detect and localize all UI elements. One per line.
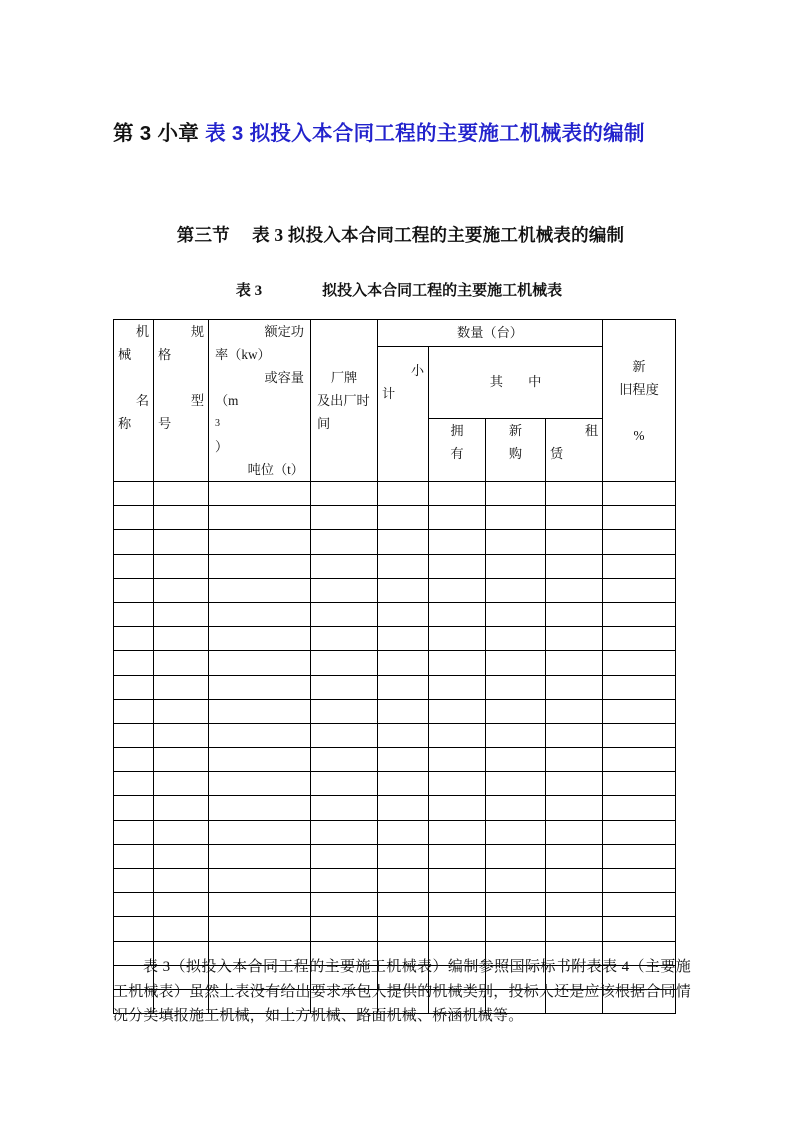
table-cell-r11-c2[interactable]: [209, 748, 311, 772]
table-cell-r7-c5[interactable]: [429, 651, 486, 675]
spec-model-char-3: 号: [158, 416, 172, 431]
table-cell-r16-c2[interactable]: [209, 869, 311, 893]
table-cell-r18-c8[interactable]: [603, 917, 676, 941]
table-cell-r10-c2[interactable]: [209, 723, 311, 747]
table-cell-r11-c1[interactable]: [154, 748, 209, 772]
table-cell-r17-c1[interactable]: [154, 893, 209, 917]
table-cell-r18-c2[interactable]: [209, 917, 311, 941]
table-cell-r18-c6[interactable]: [486, 917, 546, 941]
qty-new-purchase-char-0: 新: [508, 423, 523, 438]
table-row[interactable]: [114, 699, 676, 723]
rated-power-line-1: 率（kw）: [215, 347, 271, 362]
spec-model-char-1: 格: [158, 347, 172, 362]
table-cell-r14-c1[interactable]: [154, 820, 209, 844]
table-row[interactable]: [114, 602, 676, 626]
table-cell-r4-c7[interactable]: [546, 578, 603, 602]
table-cell-r12-c0[interactable]: [114, 772, 154, 796]
group-header-quantity: 数量（台）: [378, 320, 603, 347]
table-cell-r14-c6[interactable]: [486, 820, 546, 844]
machinery-table-body: [114, 482, 676, 1014]
table-cell-r3-c0[interactable]: [114, 554, 154, 578]
table-cell-r2-c0[interactable]: [114, 530, 154, 554]
table-cell-r4-c4[interactable]: [378, 578, 429, 602]
table-cell-r2-c5[interactable]: [429, 530, 486, 554]
table-cell-r10-c7[interactable]: [546, 723, 603, 747]
table-cell-r3-c1[interactable]: [154, 554, 209, 578]
table-cell-r8-c0[interactable]: [114, 675, 154, 699]
machinery-table: [113, 319, 676, 1014]
table-cell-r5-c6[interactable]: [486, 602, 546, 626]
table-cell-r0-c8[interactable]: [603, 482, 676, 506]
table-cell-r2-c7[interactable]: [546, 530, 603, 554]
table-cell-r16-c5[interactable]: [429, 869, 486, 893]
table-cell-r10-c8[interactable]: [603, 723, 676, 747]
table-cell-r1-c6[interactable]: [486, 506, 546, 530]
table-cell-r11-c3[interactable]: [311, 748, 378, 772]
table-cell-r0-c1[interactable]: [154, 482, 209, 506]
table-cell-r2-c4[interactable]: [378, 530, 429, 554]
table-cell-r13-c2[interactable]: [209, 796, 311, 820]
chapter-title: 表 3 拟投入本合同工程的主要施工机械表的编制: [199, 122, 645, 145]
table-cell-r14-c3[interactable]: [311, 820, 378, 844]
table-cell-r8-c7[interactable]: [546, 675, 603, 699]
col-header-brand-date: [311, 320, 378, 482]
table-cell-r0-c6[interactable]: [486, 482, 546, 506]
table-cell-r18-c1[interactable]: [154, 917, 209, 941]
table-cell-r12-c3[interactable]: [311, 772, 378, 796]
note-paragraph: 表 3（拟投入本合同工程的主要施工机械表）编制参照国际标书附表表 4（主要施工机械表）虽然上表没有给出要求承包人提供的机械类别，投标人还是应该根据合同情况分类填报施工机械，如土方机械、路面机械、桥涵机械等。: [113, 959, 691, 1024]
table-cell-r17-c7[interactable]: [546, 893, 603, 917]
table-row[interactable]: [114, 869, 676, 893]
table-cell-r3-c8[interactable]: [603, 554, 676, 578]
table-cell-r2-c8[interactable]: [603, 530, 676, 554]
table-cell-r10-c0[interactable]: [114, 723, 154, 747]
table-cell-r1-c0[interactable]: [114, 506, 154, 530]
table-cell-r9-c1[interactable]: [154, 699, 209, 723]
table-row[interactable]: [114, 651, 676, 675]
col-header-qty-subtotal: [378, 347, 429, 482]
table-cell-r7-c4[interactable]: [378, 651, 429, 675]
table-cell-r18-c5[interactable]: [429, 917, 486, 941]
table-cell-r18-c4[interactable]: [378, 917, 429, 941]
table-cell-r1-c2[interactable]: [209, 506, 311, 530]
table-row[interactable]: [114, 530, 676, 554]
table-cell-r13-c7[interactable]: [546, 796, 603, 820]
table-cell-r6-c1[interactable]: [154, 627, 209, 651]
table-cell-r17-c0[interactable]: [114, 893, 154, 917]
table-cell-r17-c6[interactable]: [486, 893, 546, 917]
table-cell-r7-c6[interactable]: [486, 651, 546, 675]
page-title: [113, 112, 683, 156]
table-cell-r2-c3[interactable]: [311, 530, 378, 554]
table-cell-r11-c4[interactable]: [378, 748, 429, 772]
table-cell-r2-c1[interactable]: [154, 530, 209, 554]
table-cell-r7-c3[interactable]: [311, 651, 378, 675]
table-cell-r0-c2[interactable]: [209, 482, 311, 506]
table-cell-r3-c3[interactable]: [311, 554, 378, 578]
table-cell-r6-c2[interactable]: [209, 627, 311, 651]
machine-name-char-3: 称: [118, 416, 132, 431]
group-header-among-which: [429, 347, 603, 419]
table-cell-r3-c4[interactable]: [378, 554, 429, 578]
table-cell-r10-c6[interactable]: [486, 723, 546, 747]
table-cell-r6-c4[interactable]: [378, 627, 429, 651]
qty-owned-char-0: 拥: [450, 423, 464, 438]
table-cell-r15-c8[interactable]: [603, 844, 676, 868]
table-cell-r4-c6[interactable]: [486, 578, 546, 602]
table-cell-r11-c5[interactable]: [429, 748, 486, 772]
table-cell-r2-c2[interactable]: [209, 530, 311, 554]
brand-date-line-2: 间: [317, 416, 331, 431]
table-caption: [113, 280, 685, 302]
table-cell-r9-c3[interactable]: [311, 699, 378, 723]
table-cell-r12-c7[interactable]: [546, 772, 603, 796]
table-cell-r16-c0[interactable]: [114, 869, 154, 893]
table-row[interactable]: [114, 554, 676, 578]
table-cell-r8-c8[interactable]: [603, 675, 676, 699]
qty-new-purchase-char-1: 购: [508, 446, 523, 461]
table-row[interactable]: [114, 723, 676, 747]
table-cell-r13-c6[interactable]: [486, 796, 546, 820]
table-cell-r4-c8[interactable]: [603, 578, 676, 602]
table-cell-r12-c5[interactable]: [429, 772, 486, 796]
table-cell-r9-c7[interactable]: [546, 699, 603, 723]
table-cell-r5-c1[interactable]: [154, 602, 209, 626]
table-cell-r17-c4[interactable]: [378, 893, 429, 917]
table-cell-r8-c6[interactable]: [486, 675, 546, 699]
machine-name-char-1: 械: [118, 347, 132, 362]
table-cell-r6-c8[interactable]: [603, 627, 676, 651]
table-cell-r10-c4[interactable]: [378, 723, 429, 747]
table-cell-r5-c7[interactable]: [546, 602, 603, 626]
table-cell-r1-c5[interactable]: [429, 506, 486, 530]
table-row[interactable]: [114, 844, 676, 868]
table-cell-r5-c3[interactable]: [311, 602, 378, 626]
table-cell-r15-c3[interactable]: [311, 844, 378, 868]
table-cell-r14-c2[interactable]: [209, 820, 311, 844]
table-cell-r7-c2[interactable]: [209, 651, 311, 675]
condition-line-1: 旧程度: [619, 381, 659, 397]
section-heading: 第三节 表 3 拟投入本合同工程的主要施工机械表的编制: [176, 225, 625, 245]
table-cell-r1-c3[interactable]: [311, 506, 378, 530]
rated-power-line-3: （m 3 ）: [215, 393, 239, 454]
qty-leased-char-0: 租: [584, 423, 598, 438]
table-cell-r11-c8[interactable]: [603, 748, 676, 772]
table-cell-r16-c6[interactable]: [486, 869, 546, 893]
table-row[interactable]: [114, 917, 676, 941]
table-cell-r9-c0[interactable]: [114, 699, 154, 723]
table-cell-r17-c8[interactable]: [603, 893, 676, 917]
table-cell-r13-c8[interactable]: [603, 796, 676, 820]
qty-subtotal-char-0: 小: [410, 363, 424, 378]
table-cell-r13-c3[interactable]: [311, 796, 378, 820]
table-cell-r1-c8[interactable]: [603, 506, 676, 530]
table-cell-r0-c0[interactable]: [114, 482, 154, 506]
table-cell-r8-c2[interactable]: [209, 675, 311, 699]
table-cell-r5-c2[interactable]: [209, 602, 311, 626]
table-cell-r7-c7[interactable]: [546, 651, 603, 675]
table-cell-r0-c7[interactable]: [546, 482, 603, 506]
col-header-rated-power: [209, 320, 311, 482]
table-cell-r13-c1[interactable]: [154, 796, 209, 820]
table-row[interactable]: [114, 675, 676, 699]
table-cell-r10-c3[interactable]: [311, 723, 378, 747]
table-cell-r0-c4[interactable]: [378, 482, 429, 506]
table-cell-r9-c4[interactable]: [378, 699, 429, 723]
table-cell-r15-c6[interactable]: [486, 844, 546, 868]
table-cell-r13-c0[interactable]: [114, 796, 154, 820]
table-row[interactable]: [114, 796, 676, 820]
rated-power-line-4: 吨位（t）: [247, 462, 304, 477]
table-cell-r9-c8[interactable]: [603, 699, 676, 723]
table-cell-r1-c4[interactable]: [378, 506, 429, 530]
table-cell-r15-c7[interactable]: [546, 844, 603, 868]
table-cell-r18-c0[interactable]: [114, 917, 154, 941]
table-cell-r9-c2[interactable]: [209, 699, 311, 723]
table-cell-r14-c5[interactable]: [429, 820, 486, 844]
table-cell-r16-c1[interactable]: [154, 869, 209, 893]
table-cell-r3-c5[interactable]: [429, 554, 486, 578]
chapter-number: 第 3 小章: [113, 122, 200, 145]
table-cell-r5-c4[interactable]: [378, 602, 429, 626]
table-cell-r15-c1[interactable]: [154, 844, 209, 868]
condition-line-3: %: [633, 427, 645, 443]
table-cell-r14-c8[interactable]: [603, 820, 676, 844]
table-cell-r6-c5[interactable]: [429, 627, 486, 651]
condition-spacer: [603, 401, 675, 424]
table-cell-r16-c4[interactable]: [378, 869, 429, 893]
table-cell-r16-c8[interactable]: [603, 869, 676, 893]
table-cell-r10-c5[interactable]: [429, 723, 486, 747]
machine-name-char-2: 名: [135, 393, 149, 408]
machine-name-char-0: 机: [135, 324, 149, 339]
table-cell-r8-c5[interactable]: [429, 675, 486, 699]
qty-subtotal-char-1: 计: [382, 386, 396, 401]
qty-leased-char-1: 赁: [550, 446, 564, 461]
table-cell-r14-c7[interactable]: [546, 820, 603, 844]
table-cell-r15-c4[interactable]: [378, 844, 429, 868]
table-cell-r5-c8[interactable]: [603, 602, 676, 626]
machinery-table-wrapper: [113, 319, 675, 1014]
rated-power-line-2: 或容量: [264, 370, 304, 385]
table-caption-name: 拟投入本合同工程的主要施工机械表: [322, 283, 563, 299]
table-cell-r6-c7[interactable]: [546, 627, 603, 651]
col-header-qty-owned: [429, 419, 486, 482]
table-cell-r4-c1[interactable]: [154, 578, 209, 602]
table-cell-r6-c6[interactable]: [486, 627, 546, 651]
table-cell-r7-c1[interactable]: [154, 651, 209, 675]
col-header-spec-model: [154, 320, 209, 482]
table-cell-r8-c4[interactable]: [378, 675, 429, 699]
table-row[interactable]: [114, 627, 676, 651]
table-row[interactable]: [114, 772, 676, 796]
table-cell-r17-c2[interactable]: [209, 893, 311, 917]
table-cell-r2-c6[interactable]: [486, 530, 546, 554]
table-cell-r0-c5[interactable]: [429, 482, 486, 506]
condition-line-0: 新: [632, 358, 646, 374]
table-cell-r9-c6[interactable]: [486, 699, 546, 723]
table-cell-r16-c7[interactable]: [546, 869, 603, 893]
table-cell-r8-c3[interactable]: [311, 675, 378, 699]
table-cell-r5-c0[interactable]: [114, 602, 154, 626]
table-cell-r17-c3[interactable]: [311, 893, 378, 917]
table-cell-r11-c0[interactable]: [114, 748, 154, 772]
col-header-condition-pct: [603, 320, 676, 482]
table-cell-r8-c1[interactable]: [154, 675, 209, 699]
table-cell-r12-c2[interactable]: [209, 772, 311, 796]
table-cell-r12-c1[interactable]: [154, 772, 209, 796]
table-cell-r3-c2[interactable]: [209, 554, 311, 578]
table-row[interactable]: [114, 820, 676, 844]
table-cell-r9-c5[interactable]: [429, 699, 486, 723]
table-cell-r14-c0[interactable]: [114, 820, 154, 844]
table-cell-r12-c8[interactable]: [603, 772, 676, 796]
machine-name-spacer: [114, 366, 153, 389]
spec-model-char-2: 型: [190, 393, 204, 408]
spec-model-spacer: [154, 366, 208, 389]
table-cell-r3-c7[interactable]: [546, 554, 603, 578]
rated-power-line-0: 额定功: [264, 324, 304, 339]
col-header-machine-name: [114, 320, 154, 482]
table-cell-r4-c5[interactable]: [429, 578, 486, 602]
table-cell-r4-c3[interactable]: [311, 578, 378, 602]
table-cell-r18-c7[interactable]: [546, 917, 603, 941]
col-header-qty-leased: [546, 419, 603, 482]
table-cell-r14-c4[interactable]: [378, 820, 429, 844]
table-cell-r15-c5[interactable]: [429, 844, 486, 868]
table-cell-r18-c3[interactable]: [311, 917, 378, 941]
table-cell-r15-c0[interactable]: [114, 844, 154, 868]
table-cell-r12-c4[interactable]: [378, 772, 429, 796]
table-cell-r6-c0[interactable]: [114, 627, 154, 651]
brand-date-line-0: 厂牌: [330, 370, 358, 385]
table-caption-number: 表 3: [235, 283, 263, 299]
spec-model-char-0: 规: [190, 324, 204, 339]
table-cell-r15-c2[interactable]: [209, 844, 311, 868]
table-cell-r5-c5[interactable]: [429, 602, 486, 626]
table-row[interactable]: [114, 893, 676, 917]
table-cell-r6-c3[interactable]: [311, 627, 378, 651]
table-cell-r13-c4[interactable]: [378, 796, 429, 820]
brand-date-line-1: 及出厂时: [317, 393, 370, 408]
table-row[interactable]: [114, 482, 676, 506]
table-cell-r7-c8[interactable]: [603, 651, 676, 675]
table-cell-r11-c6[interactable]: [486, 748, 546, 772]
table-row[interactable]: [114, 748, 676, 772]
table-cell-r1-c1[interactable]: [154, 506, 209, 530]
among-which-label: 其 中: [489, 374, 548, 390]
table-cell-r4-c2[interactable]: [209, 578, 311, 602]
col-header-qty-new-purchase: [486, 419, 546, 482]
table-cell-r16-c3[interactable]: [311, 869, 378, 893]
table-row[interactable]: [114, 578, 676, 602]
table-cell-r1-c7[interactable]: [546, 506, 603, 530]
table-cell-r7-c0[interactable]: [114, 651, 154, 675]
table-cell-r13-c5[interactable]: [429, 796, 486, 820]
table-cell-r10-c1[interactable]: [154, 723, 209, 747]
qty-owned-char-1: 有: [450, 446, 464, 461]
table-cell-r3-c6[interactable]: [486, 554, 546, 578]
table-cell-r4-c0[interactable]: [114, 578, 154, 602]
table-cell-r12-c6[interactable]: [486, 772, 546, 796]
table-row[interactable]: [114, 506, 676, 530]
table-cell-r0-c3[interactable]: [311, 482, 378, 506]
table-cell-r11-c7[interactable]: [546, 748, 603, 772]
table-cell-r17-c5[interactable]: [429, 893, 486, 917]
table-caption-gap: [262, 283, 322, 299]
